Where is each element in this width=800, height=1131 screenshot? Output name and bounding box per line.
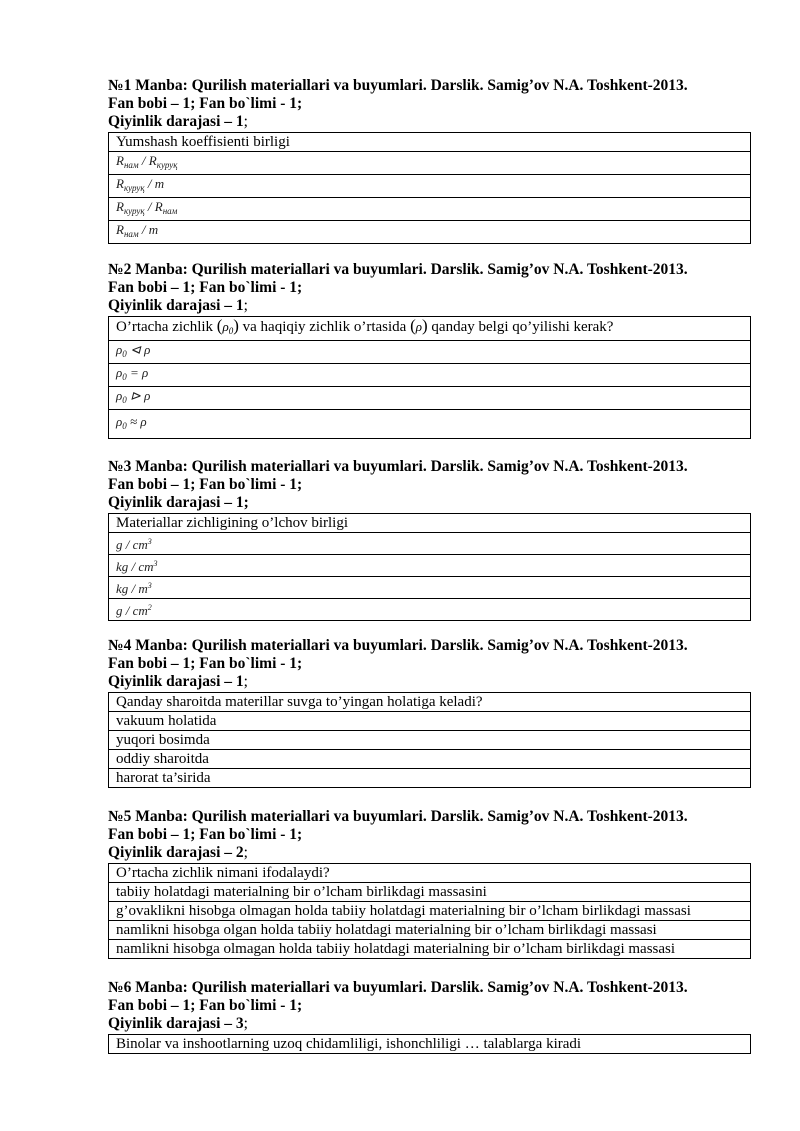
answer-option[interactable]: $\rho_0$ ⊲ ρ: [109, 341, 751, 364]
source-line: №2 Manba: Qurilish materiallari va buyumlari. Darslik. Samig’ov N.A. Toshkent-2013.: [108, 261, 688, 278]
section-line: Fan bobi – 1; Fan bo`limi - 1;: [108, 279, 303, 296]
question-text: Binolar va inshootlarning uzoq chidamliligi, ishonchliligi … talablarga kiradi: [109, 1035, 751, 1054]
difficulty-line: Qiyinlik darajasi – 1;: [108, 113, 248, 130]
question-block-1: [108, 77, 751, 244]
answer-option[interactable]: oddiy sharoitda: [109, 750, 751, 769]
answer-option[interactable]: g / $cm^3$: [109, 533, 751, 555]
source-line: №5 Manba: Qurilish materiallari va buyumlari. Darslik. Samig’ov N.A. Toshkent-2013.: [108, 808, 688, 825]
source-line: №6 Manba: Qurilish materiallari va buyumlari. Darslik. Samig’ov N.A. Toshkent-2013.: [108, 979, 688, 996]
section-line: Fan bobi – 1; Fan bo`limi - 1;: [108, 655, 303, 672]
section-line: Fan bobi – 1; Fan bo`limi - 1;: [108, 476, 303, 493]
difficulty-line: Qiyinlik darajasi – 1;: [108, 673, 248, 690]
question-table: [108, 132, 751, 244]
question-table: [108, 513, 751, 621]
answer-option[interactable]: namlikni hisobga olgan holda tabiiy holatdagi materialning bir o’lcham birlikdagi massasi: [109, 921, 751, 940]
section-line: Fan bobi – 1; Fan bo`limi - 1;: [108, 997, 303, 1014]
difficulty-line: Qiyinlik darajasi – 1;: [108, 494, 249, 511]
question-table: [108, 316, 751, 439]
section-line: Fan bobi – 1; Fan bo`limi - 1;: [108, 95, 303, 112]
question-table: [108, 1034, 751, 1054]
answer-option[interactable]: namlikni hisobga olmagan holda tabiiy holatdagi materialning bir o’lcham birlikdagi massasi: [109, 940, 751, 959]
answer-option[interactable]: kg / $m^3$: [109, 577, 751, 599]
question-text: Materiallar zichligining o’lchov birligi: [109, 514, 751, 533]
answer-option[interactable]: $R_{нам}$ / m: [109, 221, 751, 244]
question-table: [108, 692, 751, 788]
question-text: Qanday sharoitda materillar suvga to’yingan holatiga keladi?: [109, 693, 751, 712]
answer-option[interactable]: g / $cm^2$: [109, 599, 751, 621]
answer-option[interactable]: $\rho_0 \approx \rho$: [109, 410, 751, 439]
answer-option[interactable]: kg / $cm^3$: [109, 555, 751, 577]
answer-option[interactable]: $\rho_0 = \rho$: [109, 364, 751, 387]
answer-option[interactable]: $R_{куруқ} / R_{нам}$: [109, 198, 751, 221]
difficulty-line: Qiyinlik darajasi – 1;: [108, 297, 248, 314]
question-block-6: [108, 979, 751, 1054]
question-text: Yumshash koeffisienti birligi: [109, 133, 751, 152]
source-line: №3 Manba: Qurilish materiallari va buyumlari. Darslik. Samig’ov N.A. Toshkent-2013.: [108, 458, 688, 475]
difficulty-line: Qiyinlik darajasi – 3;: [108, 1015, 248, 1032]
answer-option[interactable]: tabiiy holatdagi materialning bir o’lcham birlikdagi massasini: [109, 883, 751, 902]
answer-option[interactable]: vakuum holatida: [109, 712, 751, 731]
question-block-5: [108, 808, 751, 959]
answer-option[interactable]: harorat ta’sirida: [109, 769, 751, 788]
question-block-3: [108, 458, 751, 621]
answer-option[interactable]: yuqori bosimda: [109, 731, 751, 750]
difficulty-line: Qiyinlik darajasi – 2;: [108, 844, 248, 861]
source-line: №4 Manba: Qurilish materiallari va buyumlari. Darslik. Samig’ov N.A. Toshkent-2013.: [108, 637, 688, 654]
question-text: O’rtacha zichlik $(\rho_0)$ va haqiqiy zichlik o’rtasida (ρ) qanday belgi qo’yilishi kerak?: [109, 317, 751, 341]
section-line: Fan bobi – 1; Fan bo`limi - 1;: [108, 826, 303, 843]
question-block-2: [108, 261, 751, 439]
answer-option[interactable]: g’ovaklikni hisobga olmagan holda tabiiy holatdagi materialning bir o’lcham birlikdagi massasi: [109, 902, 751, 921]
question-block-4: [108, 637, 751, 788]
answer-option[interactable]: $R_{куруқ}$ / m: [109, 175, 751, 198]
question-table: [108, 863, 751, 959]
source-line: №1 Manba: Qurilish materiallari va buyumlari. Darslik. Samig’ov N.A. Toshkent-2013.: [108, 77, 688, 94]
answer-option[interactable]: $\rho_0$ ⊳ ρ: [109, 387, 751, 410]
answer-option[interactable]: $R_{нам} / R_{куруқ}$: [109, 152, 751, 175]
question-text: O’rtacha zichlik nimani ifodalaydi?: [109, 864, 751, 883]
